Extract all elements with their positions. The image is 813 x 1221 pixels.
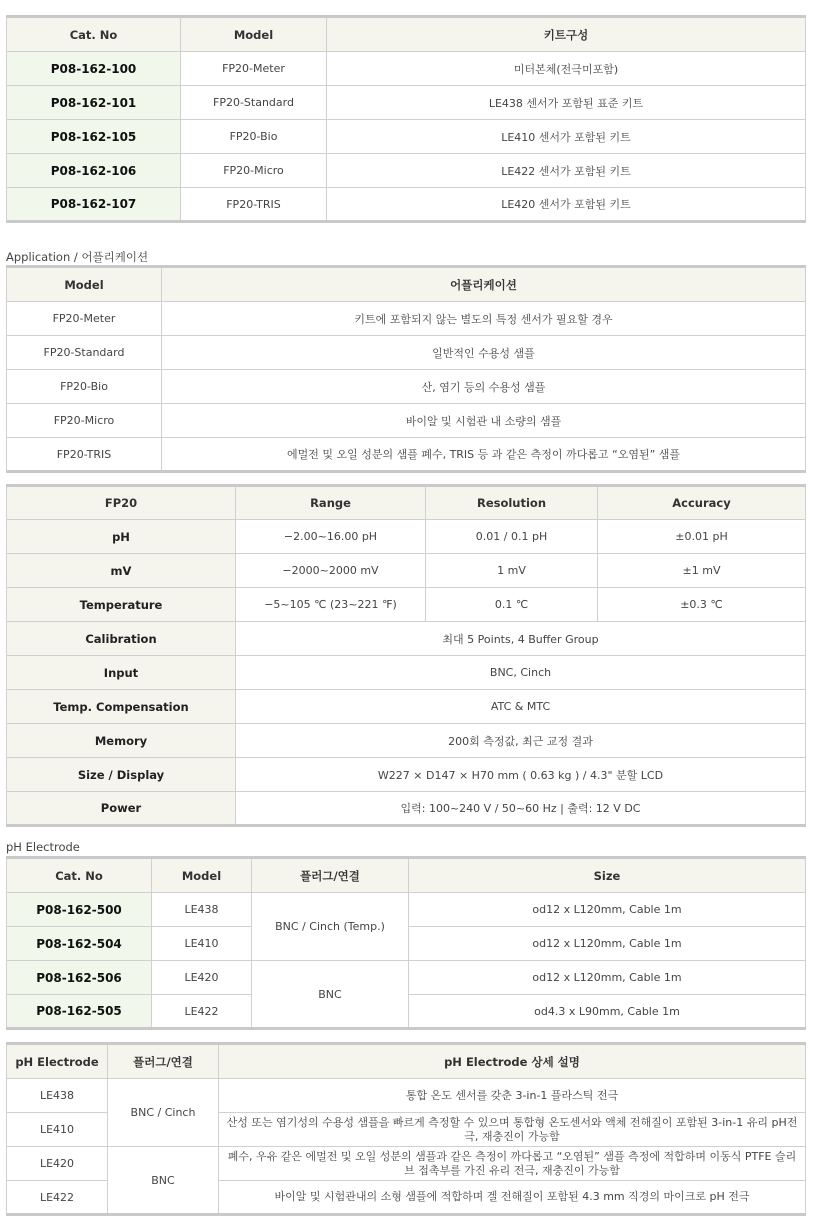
table-row xyxy=(7,520,806,554)
detail-header-plug: 플러그/연결 xyxy=(108,1044,219,1079)
kit-table xyxy=(6,15,806,223)
spec-value: BNC, Cinch xyxy=(236,656,806,690)
cat-no: P08-162-506 xyxy=(7,961,152,995)
electrode-detail-table xyxy=(6,1042,806,1216)
model: LE420 xyxy=(152,961,252,995)
spec-label: mV xyxy=(7,554,236,588)
cat-no: P08-162-505 xyxy=(7,995,152,1029)
application-header-model: Model xyxy=(7,267,162,302)
application-caption: Application / 어플리케이션 xyxy=(6,250,149,264)
electrode-size: od12 x L120mm, Cable 1m xyxy=(409,893,806,927)
spec-resolution: 1 mV xyxy=(426,554,598,588)
spec-label: Size / Display xyxy=(7,758,236,792)
model: FP20-Meter xyxy=(7,302,162,336)
kit-desc: LE420 센서가 포함된 키트 xyxy=(327,188,806,222)
table-row xyxy=(7,622,806,656)
cat-no: P08-162-107 xyxy=(7,188,181,222)
table-row xyxy=(7,690,806,724)
spec-resolution: 0.01 / 0.1 pH xyxy=(426,520,598,554)
application-desc: 에멀전 및 오일 성분의 샘플 폐수, TRIS 등 과 같은 측정이 까다롭고 “오염된” 샘플 xyxy=(162,438,806,472)
table-row xyxy=(7,370,806,404)
spec-table-header xyxy=(7,486,806,520)
cat-no: P08-162-106 xyxy=(7,154,181,188)
table-row xyxy=(7,154,806,188)
spec-value: 입력: 100~240 V / 50~60 Hz | 출력: 12 V DC xyxy=(236,792,806,826)
spec-table xyxy=(6,484,806,827)
model: LE420 xyxy=(7,1147,108,1181)
table-row xyxy=(7,758,806,792)
spec-header-range: Range xyxy=(236,486,426,520)
application-desc: 산, 염기 등의 수용성 샘플 xyxy=(162,370,806,404)
detail-header-electrode: pH Electrode xyxy=(7,1044,108,1079)
cat-no: P08-162-504 xyxy=(7,927,152,961)
cat-no: P08-162-100 xyxy=(7,52,181,86)
electrode-size: od12 x L120mm, Cable 1m xyxy=(409,961,806,995)
spec-header-fp20: FP20 xyxy=(7,486,236,520)
kit-desc: 미터본체(전극미포함) xyxy=(327,52,806,86)
kit-table-header xyxy=(7,17,806,52)
table-row xyxy=(7,404,806,438)
model: FP20-TRIS xyxy=(7,438,162,472)
table-row xyxy=(7,554,806,588)
spec-range: −2.00~16.00 pH xyxy=(236,520,426,554)
electrode-detail: 통합 온도 센서를 갖춘 3-in-1 플라스틱 전극 xyxy=(219,1079,806,1113)
model: FP20-Standard xyxy=(7,336,162,370)
table-row xyxy=(7,724,806,758)
spec-header-accuracy: Accuracy xyxy=(598,486,806,520)
kit-header-model: Model xyxy=(181,17,327,52)
table-row xyxy=(7,1147,806,1181)
detail-table-header xyxy=(7,1044,806,1079)
kit-desc: LE422 센서가 포함된 키트 xyxy=(327,154,806,188)
electrode-header-model: Model xyxy=(152,858,252,893)
kit-header-desc: 키트구성 xyxy=(327,17,806,52)
spec-range: −2000~2000 mV xyxy=(236,554,426,588)
spec-accuracy: ±0.3 ℃ xyxy=(598,588,806,622)
table-row xyxy=(7,52,806,86)
model: LE422 xyxy=(7,1181,108,1215)
plug-connection: BNC xyxy=(252,961,409,1029)
spec-label: Memory xyxy=(7,724,236,758)
model: LE422 xyxy=(152,995,252,1029)
table-row xyxy=(7,656,806,690)
table-row xyxy=(7,86,806,120)
electrode-detail: 폐수, 우유 같은 에멀전 및 오일 성분의 샘플과 같은 측정이 까다롭고 “오염된” 샘플 측정에 적합하며 이동식 PTFE 슬리브 접촉부를 가진 유리 전극, 재충진이 가능함 xyxy=(219,1147,806,1181)
table-row xyxy=(7,1079,806,1113)
application-desc: 일반적인 수용성 샘플 xyxy=(162,336,806,370)
table-row xyxy=(7,188,806,222)
spec-accuracy: ±0.01 pH xyxy=(598,520,806,554)
table-row xyxy=(7,588,806,622)
electrode-size: od4.3 x L90mm, Cable 1m xyxy=(409,995,806,1029)
application-desc: 바이알 및 시험관 내 소량의 샘플 xyxy=(162,404,806,438)
model: LE438 xyxy=(152,893,252,927)
spec-value: 최대 5 Points, 4 Buffer Group xyxy=(236,622,806,656)
table-row xyxy=(7,961,806,995)
electrode-caption: pH Electrode xyxy=(6,840,80,854)
spec-label: Power xyxy=(7,792,236,826)
table-row xyxy=(7,792,806,826)
spec-value: ATC & MTC xyxy=(236,690,806,724)
cat-no: P08-162-105 xyxy=(7,120,181,154)
spec-label: Temp. Compensation xyxy=(7,690,236,724)
cat-no: P08-162-101 xyxy=(7,86,181,120)
model: LE410 xyxy=(152,927,252,961)
electrode-detail: 바이알 및 시험관내의 소형 샘플에 적합하며 겔 전해질이 포함된 4.3 mm 직경의 마이크로 pH 전극 xyxy=(219,1181,806,1215)
model: FP20-Meter xyxy=(181,52,327,86)
spec-resolution: 0.1 ℃ xyxy=(426,588,598,622)
electrode-table-header xyxy=(7,858,806,893)
model: FP20-TRIS xyxy=(181,188,327,222)
model: FP20-Standard xyxy=(181,86,327,120)
table-row xyxy=(7,438,806,472)
electrode-table xyxy=(6,856,806,1030)
spec-header-resolution: Resolution xyxy=(426,486,598,520)
spec-value: 200회 측정값, 최근 교정 결과 xyxy=(236,724,806,758)
model: FP20-Bio xyxy=(181,120,327,154)
kit-header-cat: Cat. No xyxy=(7,17,181,52)
spec-label: Calibration xyxy=(7,622,236,656)
model: LE410 xyxy=(7,1113,108,1147)
model: FP20-Micro xyxy=(181,154,327,188)
plug-connection: BNC / Cinch xyxy=(108,1079,219,1147)
kit-desc: LE410 센서가 포함된 키트 xyxy=(327,120,806,154)
plug-connection: BNC xyxy=(108,1147,219,1215)
plug-connection: BNC / Cinch (Temp.) xyxy=(252,893,409,961)
spec-label: pH xyxy=(7,520,236,554)
application-header-desc: 어플리케이션 xyxy=(162,267,806,302)
model: FP20-Micro xyxy=(7,404,162,438)
spec-range: −5~105 ℃ (23~221 ℉) xyxy=(236,588,426,622)
spec-accuracy: ±1 mV xyxy=(598,554,806,588)
application-table-header xyxy=(7,267,806,302)
table-row xyxy=(7,120,806,154)
application-table xyxy=(6,265,806,473)
detail-header-desc: pH Electrode 상세 설명 xyxy=(219,1044,806,1079)
spec-value: W227 × D147 × H70 mm ( 0.63 kg ) / 4.3" 분할 LCD xyxy=(236,758,806,792)
electrode-header-plug: 플러그/연결 xyxy=(252,858,409,893)
electrode-header-size: Size xyxy=(409,858,806,893)
spec-label: Temperature xyxy=(7,588,236,622)
table-row xyxy=(7,893,806,927)
application-desc: 키트에 포함되지 않는 별도의 특정 센서가 필요할 경우 xyxy=(162,302,806,336)
electrode-detail: 산성 또는 염기성의 수용성 샘플을 빠르게 측정할 수 있으며 통합형 온도센서와 액체 전해질이 포함된 3-in-1 유리 pH전극, 재충진이 가능함 xyxy=(219,1113,806,1147)
electrode-size: od12 x L120mm, Cable 1m xyxy=(409,927,806,961)
table-row xyxy=(7,336,806,370)
model: FP20-Bio xyxy=(7,370,162,404)
model: LE438 xyxy=(7,1079,108,1113)
table-row xyxy=(7,302,806,336)
electrode-header-cat: Cat. No xyxy=(7,858,152,893)
cat-no: P08-162-500 xyxy=(7,893,152,927)
spec-label: Input xyxy=(7,656,236,690)
kit-desc: LE438 센서가 포함된 표준 키트 xyxy=(327,86,806,120)
